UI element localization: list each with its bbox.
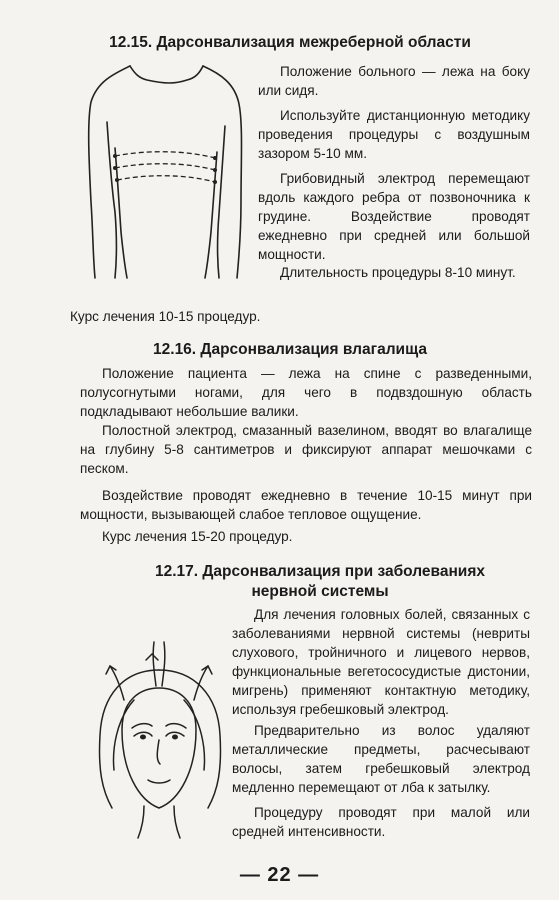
paragraph-intensity: Процедуру проводят при малой или средней интенсивности. [232, 805, 530, 839]
paragraph-distance-method: Используйте дистанционную методику проведения процедуры с воздушным зазором 5-10 мм. [258, 108, 530, 161]
page-number: — 22 — [239, 864, 320, 886]
paragraph-exposure: Воздействие проводят ежедневно в течение 10-15 минут при мощности, вызывающей слабое тепловое ощущение. [80, 488, 532, 522]
paragraph-cavity-electrode: Полостной электрод, смазанный вазелином, вводят во влагалище на глубину 5-8 сантиметров и фиксируют аппарат мешочками с песком. [80, 423, 532, 476]
section-title-12-17 [90, 562, 550, 602]
paragraph-patient-position: Положение пациента — лежа на спине с разведенными, полусогнутыми ногами, для чего в подвздошную область подкладывают небольшие валики. [80, 366, 532, 419]
paragraph-course: Курс лечения 15-20 процедур. [102, 529, 293, 544]
paragraph-electrode-movement: Грибовидный электрод перемещают вдоль каждого ребра от позвоночника к грудине. Воздействие проводят ежедневно при средней или большой мощности. [258, 171, 530, 262]
head-with-comb-electrode-illustration [84, 640, 234, 840]
section-title-line-1: 12.17. Дарсонвализация при заболеваниях [154, 563, 486, 580]
section-title-line-2: нервной системы [251, 583, 389, 600]
paragraph-indications: Для лечения головных болей, связанных с заболеваниями нервной системы (невриты слухового, тройничного и лицевого нервов, функциональные вегетососудистые дистонии, мигрень) применяют контактную методику, используя гребешковый электрод. [232, 607, 530, 717]
torso-illustration [75, 62, 255, 282]
section-title-12-15: 12.15. Дарсонвализация межреберной области [109, 34, 471, 51]
paragraph-patient-position: Положение больного — лежа на боку или сидя. [258, 64, 530, 98]
paragraph-course: Курс лечения 10-15 процедур. [70, 309, 261, 324]
paragraph-preparation: Предварительно из волос удаляют металлические предметы, расчесывают волосы, затем гребешковый электрод медленно перемещают от лба к затылку. [232, 723, 530, 795]
paragraph-duration: Длительность процедуры 8-10 минут. [280, 265, 516, 280]
section-title-12-16: 12.16. Дарсонвализация влагалища [153, 341, 427, 358]
